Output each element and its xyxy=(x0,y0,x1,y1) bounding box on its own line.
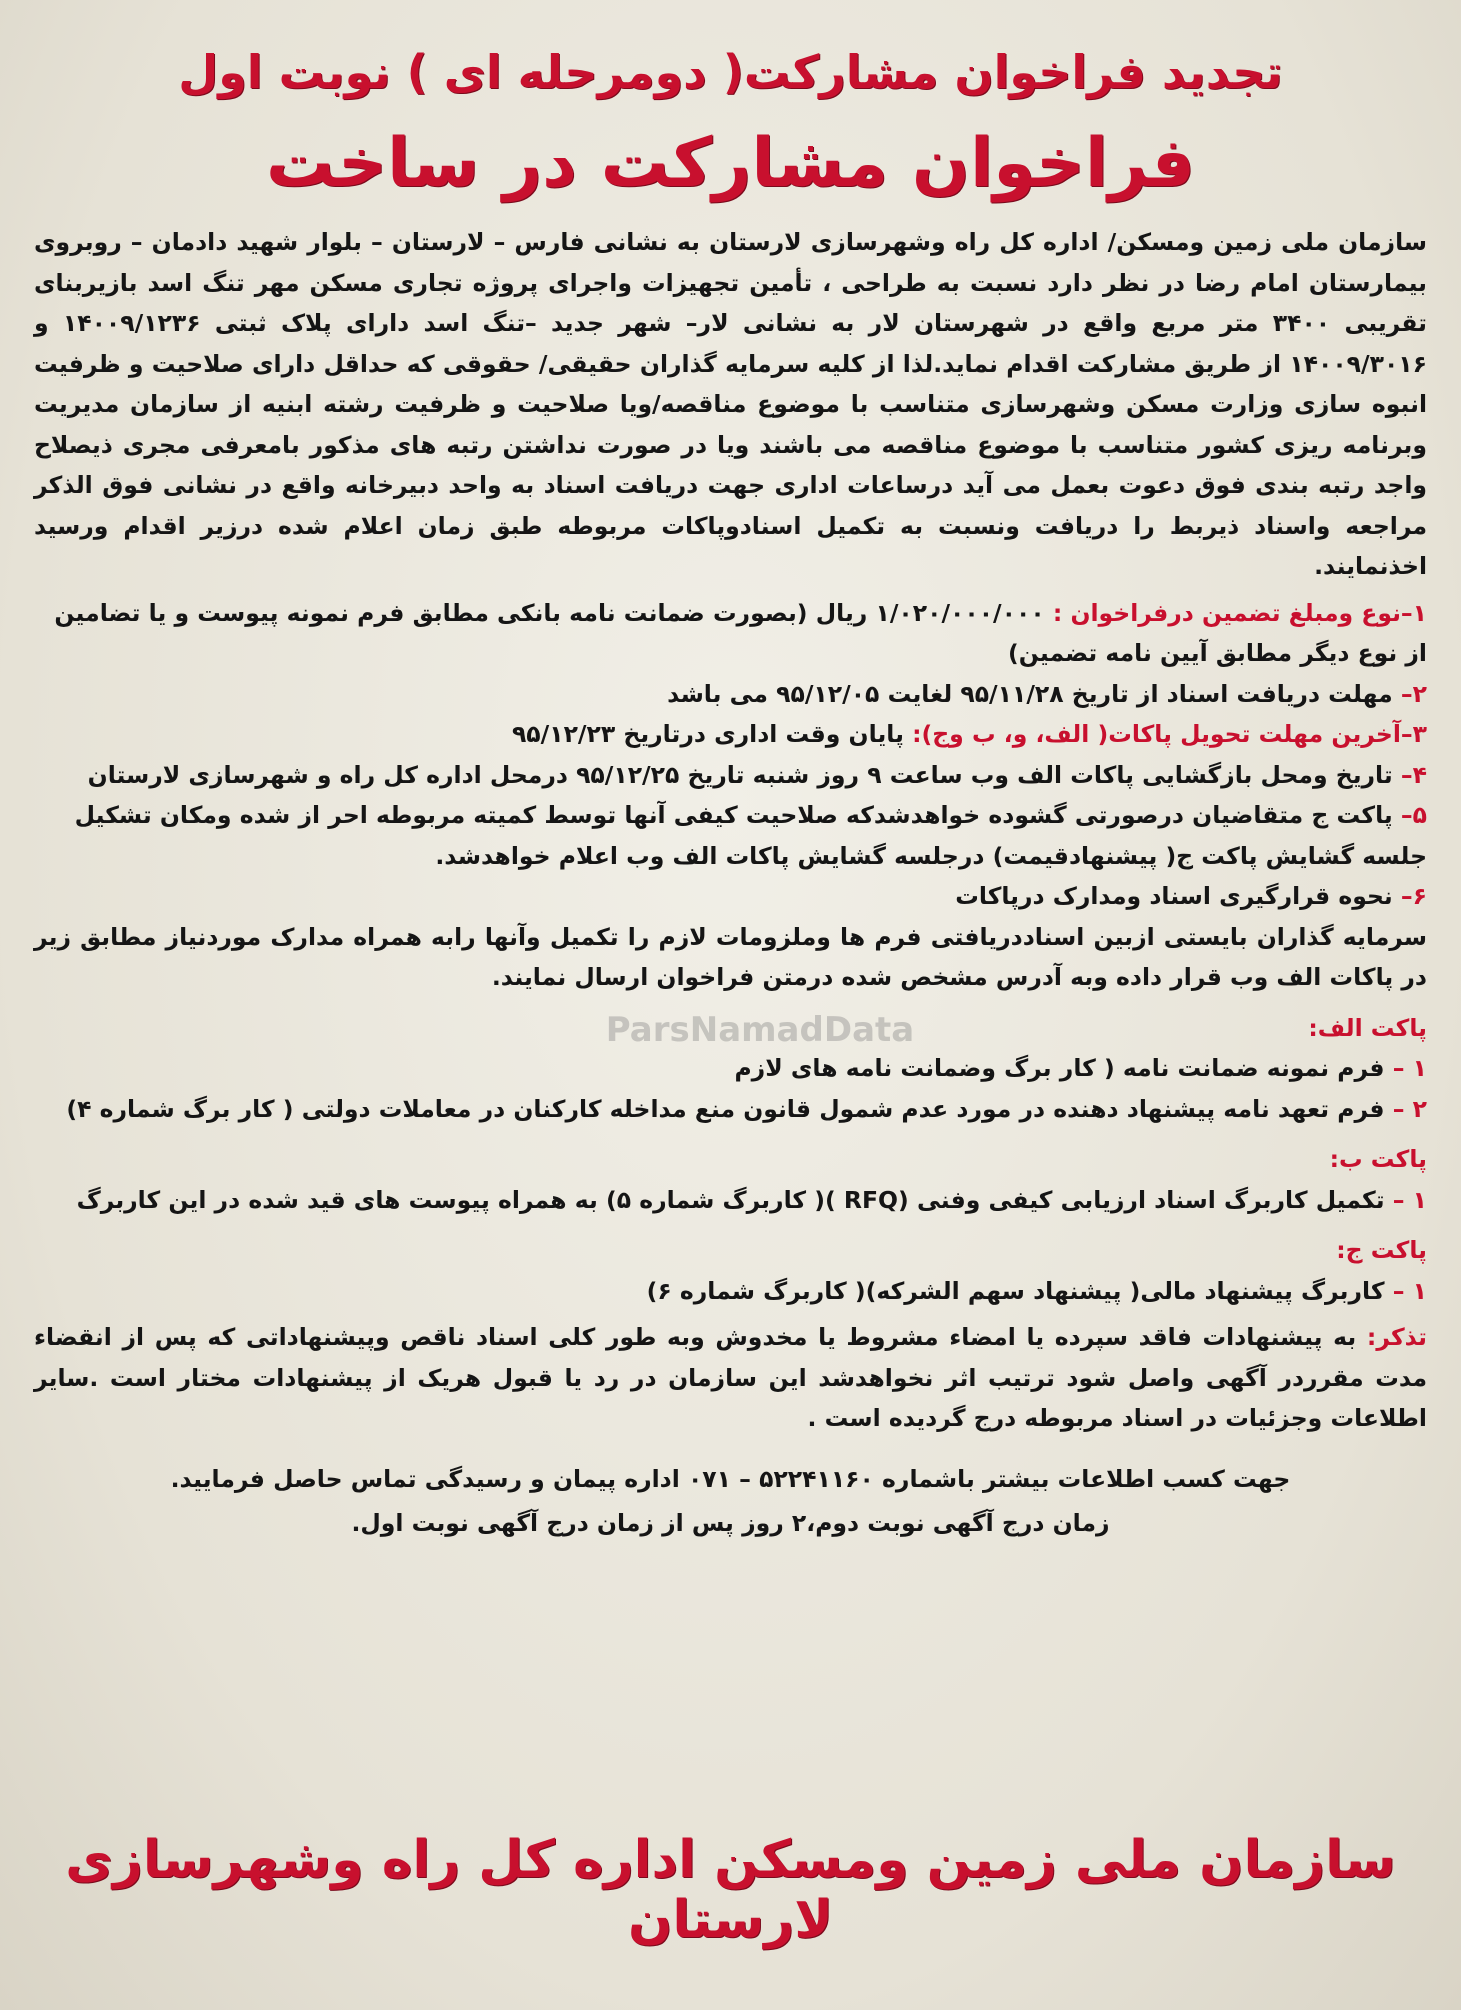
item-number: ۱ – xyxy=(1392,1054,1427,1082)
list-item xyxy=(34,1271,1427,1312)
list-item xyxy=(34,755,1427,796)
item-number: ۲– xyxy=(1400,679,1427,708)
note-paragraph xyxy=(34,1317,1427,1439)
packet-a-title: پاکت الف: xyxy=(1308,1013,1427,1042)
investors-paragraph: سرمایه گذاران بایستی ازبین اسناددریافتی فرم ها وملزومات لازم را تکمیل وآنها رابه همراه مدارک موردنیاز مطابق زیر در پاکات الف وب قرار داده وبه آدرس مشخص شده درمتن فراخوان ارسال نمایند. xyxy=(34,922,1427,991)
list-item xyxy=(34,1180,1427,1221)
item-text: نحوه قرارگیری اسناد ومدارک درپاکات xyxy=(955,882,1393,910)
item-text: کاربرگ پیشنهاد مالی( پیشنهاد سهم الشرکه)( کاربرگ شماره ۶) xyxy=(646,1276,1385,1305)
list-item xyxy=(34,714,1427,755)
item-number: ۱ – xyxy=(1392,1276,1427,1305)
item-label: آخرین مهلت تحویل پاکات( الف، و، ب وج): xyxy=(912,720,1401,748)
item-text: تکمیل کاربرگ اسناد ارزیابی کیفی وفنی (RFQ )( کاربرگ شماره ۵) به همراه پیوست های قید شده در این کاربرگ xyxy=(76,1185,1385,1214)
contact-line: جهت کسب اطلاعات بیشتر باشماره ۵۲۲۴۱۱۶۰ – ۰۷۱ اداره پیمان و رسیدگی تماس حاصل فرمایید. xyxy=(170,1464,1291,1493)
items-list xyxy=(34,593,1427,917)
list-item xyxy=(34,593,1427,674)
item-number: ۶– xyxy=(1400,882,1427,910)
notice-title: فراخوان مشارکت در ساخت xyxy=(265,124,1196,203)
notice-subtitle: تجدید فراخوان مشارکت( دومرحله ای ) نوبت اول xyxy=(178,45,1283,99)
item-text: تاریخ ومحل بازگشایی پاکات الف وب ساعت ۹ روز شنبه تاریخ ۹۵/۱۲/۲۵ درمحل اداره کل راه و شهرسازی لارستان xyxy=(87,760,1393,789)
item-number: ۱– xyxy=(1400,598,1427,627)
note-label: تذکر: xyxy=(1366,1323,1428,1351)
item-text: پاکت ج متقاضیان درصورتی گشوده خواهدشدکه صلاحیت کیفی آنها توسط کمیته مربوطه احر از شده ومکان تشکیل جلسه گشایش پاکت ج( پیشنهادقیمت) درجلسه گشایش پاکات الف وب اعلام خواهدشد. xyxy=(74,801,1427,870)
item-number: ۳– xyxy=(1400,720,1427,748)
item-number: ۱ – xyxy=(1392,1185,1427,1214)
packet-c-title: پاکت ج: xyxy=(1336,1236,1427,1264)
list-item xyxy=(34,1048,1427,1089)
list-item xyxy=(34,674,1427,715)
item-text: فرم نمونه ضمانت نامه ( کار برگ وضمانت نامه های لازم xyxy=(734,1054,1385,1082)
list-item xyxy=(34,1089,1427,1130)
item-label: نوع ومبلغ تضمین درفراخوان : xyxy=(1052,598,1401,627)
packet-b-title: پاکت ب: xyxy=(1329,1145,1427,1173)
item-number: ۴– xyxy=(1400,760,1427,789)
footer-organization: سازمان ملی زمین ومسکن اداره کل راه وشهرسازی لارستان xyxy=(65,1830,1396,1950)
watermark-text: ParsNamadData xyxy=(605,1010,915,1050)
intro-paragraph: سازمان ملی زمین ومسکن/ اداره کل راه وشهرسازی لارستان به نشانی فارس – لارستان – بلوار شهید دادمان – روبروی بیمارستان امام رضا در نظر دارد نسبت به طراحی ، تأمین تجهیزات واجرای پروژه تجاری مسکن مهر تنگ اسد بازیربنای تقریبی ۳۴۰۰ متر مربع واقع در شهرستان لار به نشانی لار– شهر جدید –تنگ اسد دارای پلاک ثبتی ۱۴۰۰۹/۱۲۳۶ و ۱۴۰۰۹/۳۰۱۶ از طریق مشارکت اقدام نماید.لذا از کلیه سرمایه گذاران حقیقی/ حقوقی که حداقل دارای صلاحیت و ظرفیت انبوه سازی وزارت مسکن وشهرسازی متناسب با موضوع مناقصه/ویا صلاحیت و ظرفیت رشته ابنیه از سازمان مدیریت وبرنامه ریزی کشور متناسب با موضوع مناقصه می باشند ویا در صورت نداشتن رتبه های مذکور بامعرفی مجری ذیصلاح واجد رتبه بندی فوق دعوت بعمل می آید درساعات اداری جهت دریافت اسناد به واحد دبیرخانه واقع در نشانی فوق الذکر مراجعه واسناد ذیربط را دریافت ونسبت به تکمیل اسنادوپاکات مربوطه طبق زمان اعلام شده درزیر اقدام ورسید اخذنمایند. xyxy=(34,228,1427,580)
note-text: به پیشنهادات فاقد سپرده یا امضاء مشروط یا مخدوش وبه طور کلی اسناد ناقص وپیشنهاداتی که پس از انقضاء مدت مقرردر آگهی واصل شود ترتیب اثر نخواهدشد این سازمان در رد یا قبول هریک از پیشنهادات مختار است .سایر اطلاعات وجزئیات در اسناد مربوطه درج گردیده است . xyxy=(34,1323,1427,1432)
list-item xyxy=(34,876,1427,917)
item-text: پایان وقت اداری درتاریخ ۹۵/۱۲/۲۳ xyxy=(511,720,904,748)
item-text: ۱/۰۲۰/۰۰۰/۰۰۰ ریال (بصورت ضمانت نامه بانکی مطابق فرم نمونه پیوست و یا تضامین از نوع دیگر مطابق آیین نامه تضمین) xyxy=(54,598,1427,667)
publish-line: زمان درج آگهی نوبت دوم،۲ روز پس از زمان درج آگهی نوبت اول. xyxy=(351,1508,1110,1537)
item-number: ۲ – xyxy=(1392,1094,1427,1123)
list-item xyxy=(34,795,1427,876)
item-number: ۵– xyxy=(1400,801,1427,829)
contact-block xyxy=(34,1457,1427,1545)
item-text: فرم تعهد نامه پیشنهاد دهنده در مورد عدم شمول قانون منع مداخله کارکنان در معاملات دولتی ( کار برگ شماره ۴) xyxy=(66,1094,1385,1123)
item-text: مهلت دریافت اسناد از تاریخ ۹۵/۱۱/۲۸ لغایت ۹۵/۱۲/۰۵ می باشد xyxy=(667,679,1393,708)
